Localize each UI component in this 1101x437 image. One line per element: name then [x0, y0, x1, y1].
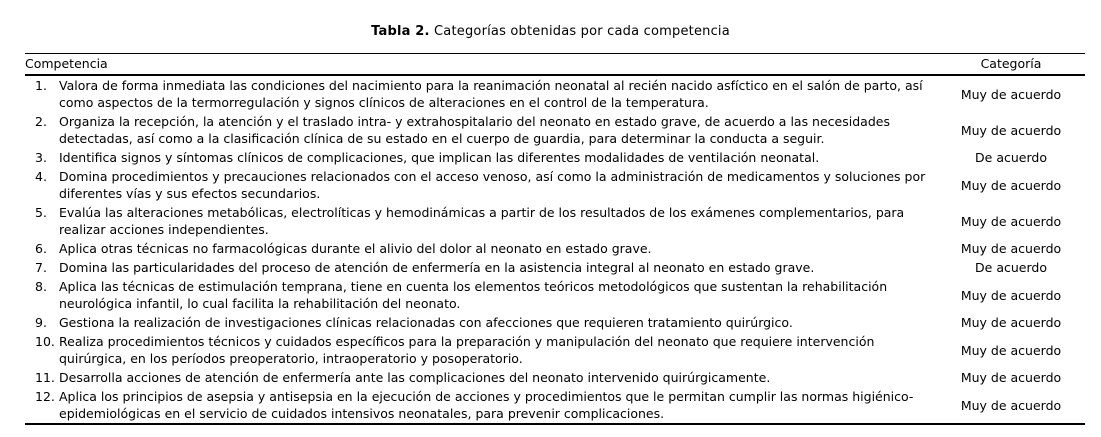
competencia-text: Desarrolla acciones de atención de enfermería ante las complicaciones del neonato intervenido quirúrgicamente. [59, 370, 771, 385]
table-header [25, 54, 1085, 76]
table-title [0, 0, 1101, 53]
competencia-text: Aplica las técnicas de estimulación temprana, tiene en cuenta los elementos teóricos metodológicos que sustentan la rehabilitación neurológica infantil, lo cual facilita la rehabilitación del neonato. [59, 279, 888, 311]
table-row [25, 277, 1085, 313]
table-title-text: Categorías obtenidas por cada competencia [434, 24, 730, 39]
categoria-value: Muy de acuerdo [960, 397, 1062, 413]
row-number: 7. [35, 260, 47, 275]
table-row [25, 332, 1085, 368]
table-title-label: Tabla 2. [371, 24, 430, 39]
table-row [25, 148, 1085, 167]
row-number: 11. [35, 370, 55, 385]
table-body [25, 75, 1085, 424]
row-number: 5. [35, 205, 47, 220]
table-row [25, 75, 1085, 112]
row-number: 12. [35, 389, 55, 404]
categoria-value: De acuerdo [975, 260, 1047, 275]
row-number: 1. [35, 78, 47, 93]
competencia-text: Evalúa las alteraciones metabólicas, electrolíticas y hemodinámicas a partir de los resultados de los exámenes complementarios, para realizar acciones independientes. [59, 205, 905, 237]
competencia-text: Identifica signos y síntomas clínicos de complicaciones, que implican las diferentes modalidades de ventilación neonatal. [59, 150, 820, 165]
row-number: 3. [35, 150, 47, 165]
table-row [25, 239, 1085, 258]
categoria-value: Muy de acuerdo [960, 122, 1062, 138]
table-row [25, 313, 1085, 332]
competencia-text: Gestiona la realización de investigaciones clínicas relacionadas con afecciones que requieren tratamiento quirúrgico. [59, 315, 793, 330]
table-row [25, 258, 1085, 277]
categoria-value: Muy de acuerdo [960, 213, 1062, 229]
competencia-text: Aplica los principios de asepsia y antisepsia en la ejecución de acciones y procedimientos que le permitan cumplir las normas higiénico-epidemiológicas en el servicio de cuidados intensivos neonatales, para prevenir complicaciones. [59, 389, 914, 421]
competencia-text: Realiza procedimientos técnicos y cuidados específicos para la preparación y manipulación del neonato que requiere intervención quirúrgica, en los períodos preoperatorio, intraoperatorio y posoperatorio. [59, 334, 875, 366]
competencia-text: Organiza la recepción, la atención y el traslado intra- y extrahospitalario del neonato en estado grave, de acuerdo a las necesidades detectadas, así como a la clasificación clínica de su estado en el cuerpo de guardia, para determinar la conducta a seguir. [59, 114, 890, 146]
table-row [25, 112, 1085, 148]
competencia-text: Domina las particularidades del proceso de atención de enfermería en la asistencia integral al neonato en estado grave. [59, 260, 815, 275]
table-row [25, 167, 1085, 203]
categoria-value: Muy de acuerdo [960, 287, 1062, 303]
categoria-value: Muy de acuerdo [960, 342, 1062, 358]
competencia-text: Valora de forma inmediata las condiciones del nacimiento para la reanimación neonatal al recién nacido asfíctico en el salón de parto, así como aspectos de la termorregulación y signos clínicos de alteraciones en el control de la temperatura. [59, 78, 923, 110]
row-number: 4. [35, 169, 47, 184]
competencias-table [25, 53, 1085, 425]
categoria-value: Muy de acuerdo [960, 86, 1062, 102]
categoria-value: Muy de acuerdo [960, 177, 1062, 193]
table-row [25, 203, 1085, 239]
categoria-value: De acuerdo [975, 150, 1047, 165]
row-number: 2. [35, 114, 47, 129]
categoria-value: Muy de acuerdo [960, 241, 1062, 256]
table-row [25, 387, 1085, 424]
competencia-text: Aplica otras técnicas no farmacológicas durante el alivio del dolor al neonato en estado grave. [59, 241, 652, 256]
categoria-value: Muy de acuerdo [960, 370, 1062, 385]
categoria-value: Muy de acuerdo [960, 315, 1062, 330]
header-row [25, 54, 1085, 76]
row-number: 10. [35, 334, 55, 349]
competencia-text: Domina procedimientos y precauciones relacionados con el acceso venoso, así como la administración de medicamentos y soluciones por diferentes vías y sus efectos secundarios. [59, 169, 926, 201]
row-number: 9. [35, 315, 47, 330]
header-categoria: Categoría [937, 54, 1085, 76]
row-number: 6. [35, 241, 47, 256]
row-number: 8. [35, 279, 47, 294]
table-row [25, 368, 1085, 387]
header-competencia: Competencia [25, 54, 937, 76]
